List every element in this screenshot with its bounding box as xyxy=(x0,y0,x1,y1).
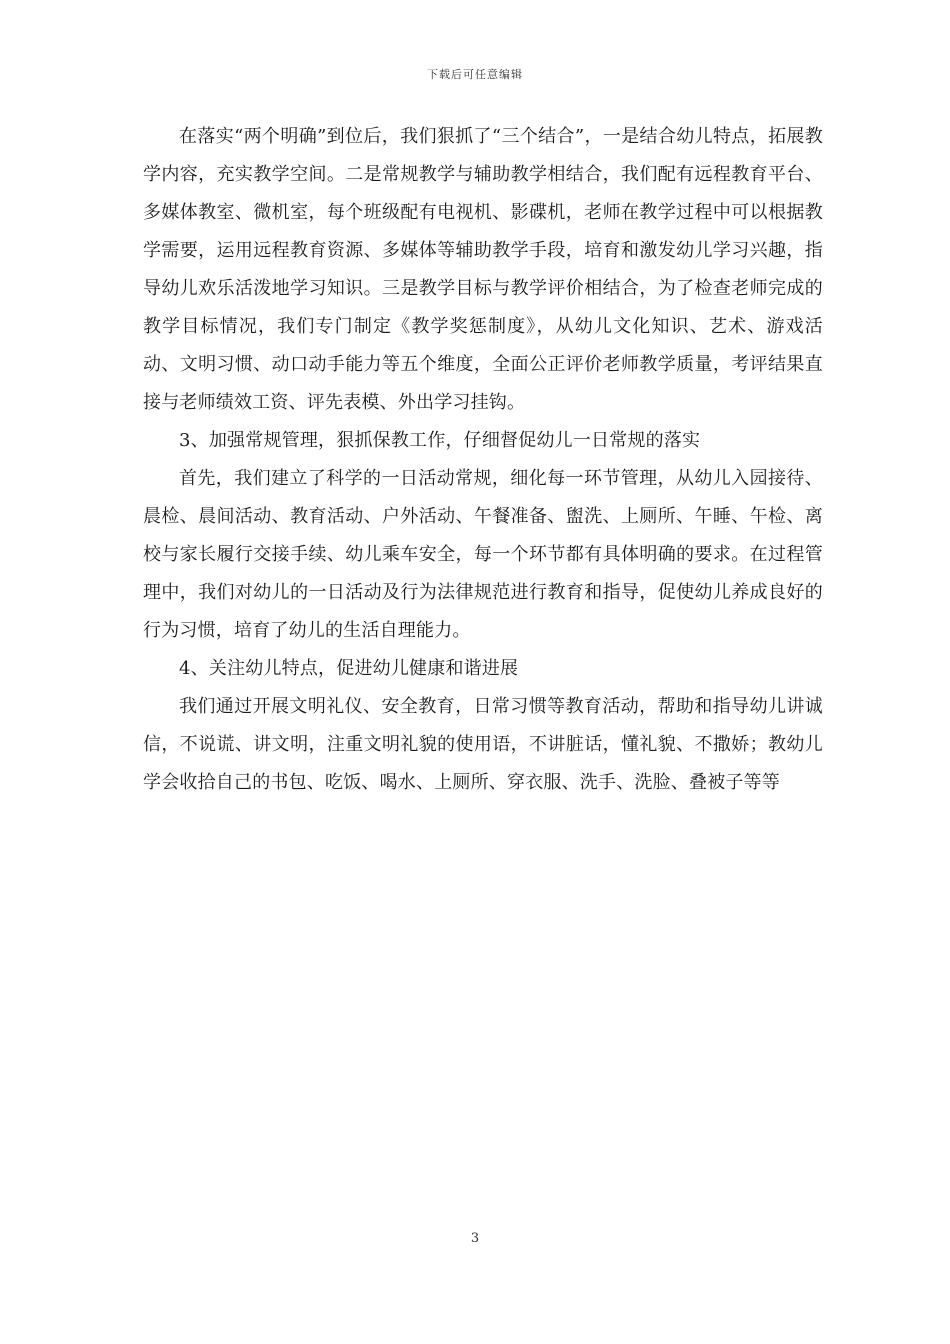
paragraph-etiquette-education: 我们通过开展文明礼仪、安全教育，日常习惯等教育活动，帮助和指导幼儿讲诚信，不说谎、讲文明，注重文明礼貌的使用语，不讲脏话，懂礼貌、不撒娇；教幼儿学会收拾自己的书包、吃饭、喝水、上厕所、穿衣服、洗手、洗脸、叠被子等等 xyxy=(143,696,823,793)
paragraph-daily-routine: 首先，我们建立了科学的一日活动常规，细化每一环节管理，从幼儿入园接待、晨检、晨间活动、教育活动、户外活动、午餐准备、盥洗、上厕所、午睡、午检、离校与家长履行交接手续、幼儿乘车安全，每一个环节都有具体明确的要求。在过程管理中，我们对幼儿的一日活动及行为法律规范进行教育和指导，促使幼儿养成良好的行为习惯，培育了幼儿的生活自理能力。 xyxy=(143,468,823,641)
page-number: 3 xyxy=(470,1231,480,1246)
document-body xyxy=(143,118,823,802)
paragraph-three-combinations: 在落实“两个明确”到位后，我们狠抓了“三个结合”，一是结合幼儿特点，拓展教学内容，充实教学空间。二是常规教学与辅助教学相结合，我们配有远程教育平台、多媒体教室、微机室，每个班级配有电视机、影碟机，老师在教学过程中可以根据教学需要，运用远程教育资源、多媒体等辅助教学手段，培育和激发幼儿学习兴趣，指导幼儿欢乐活泼地学习知识。三是教学目标与教学评价相结合，为了检查老师完成的教学目标情况，我们专门制定《教学奖惩制度》，从幼儿文化知识、艺术、游戏活动、文明习惯、动口动手能力等五个维度，全面公正评价老师教学质量，考评结果直接与老师绩效工资、评先表模、外出学习挂钩。 xyxy=(143,126,823,413)
section-heading-routine-management: 3、加强常规管理，狠抓保教工作，仔细督促幼儿一日常规的落实 xyxy=(179,430,701,451)
page-header: 下载后可任意编辑 xyxy=(427,68,523,81)
section-heading-child-development: 4、关注幼儿特点，促进幼儿健康和谐进展 xyxy=(179,658,519,679)
